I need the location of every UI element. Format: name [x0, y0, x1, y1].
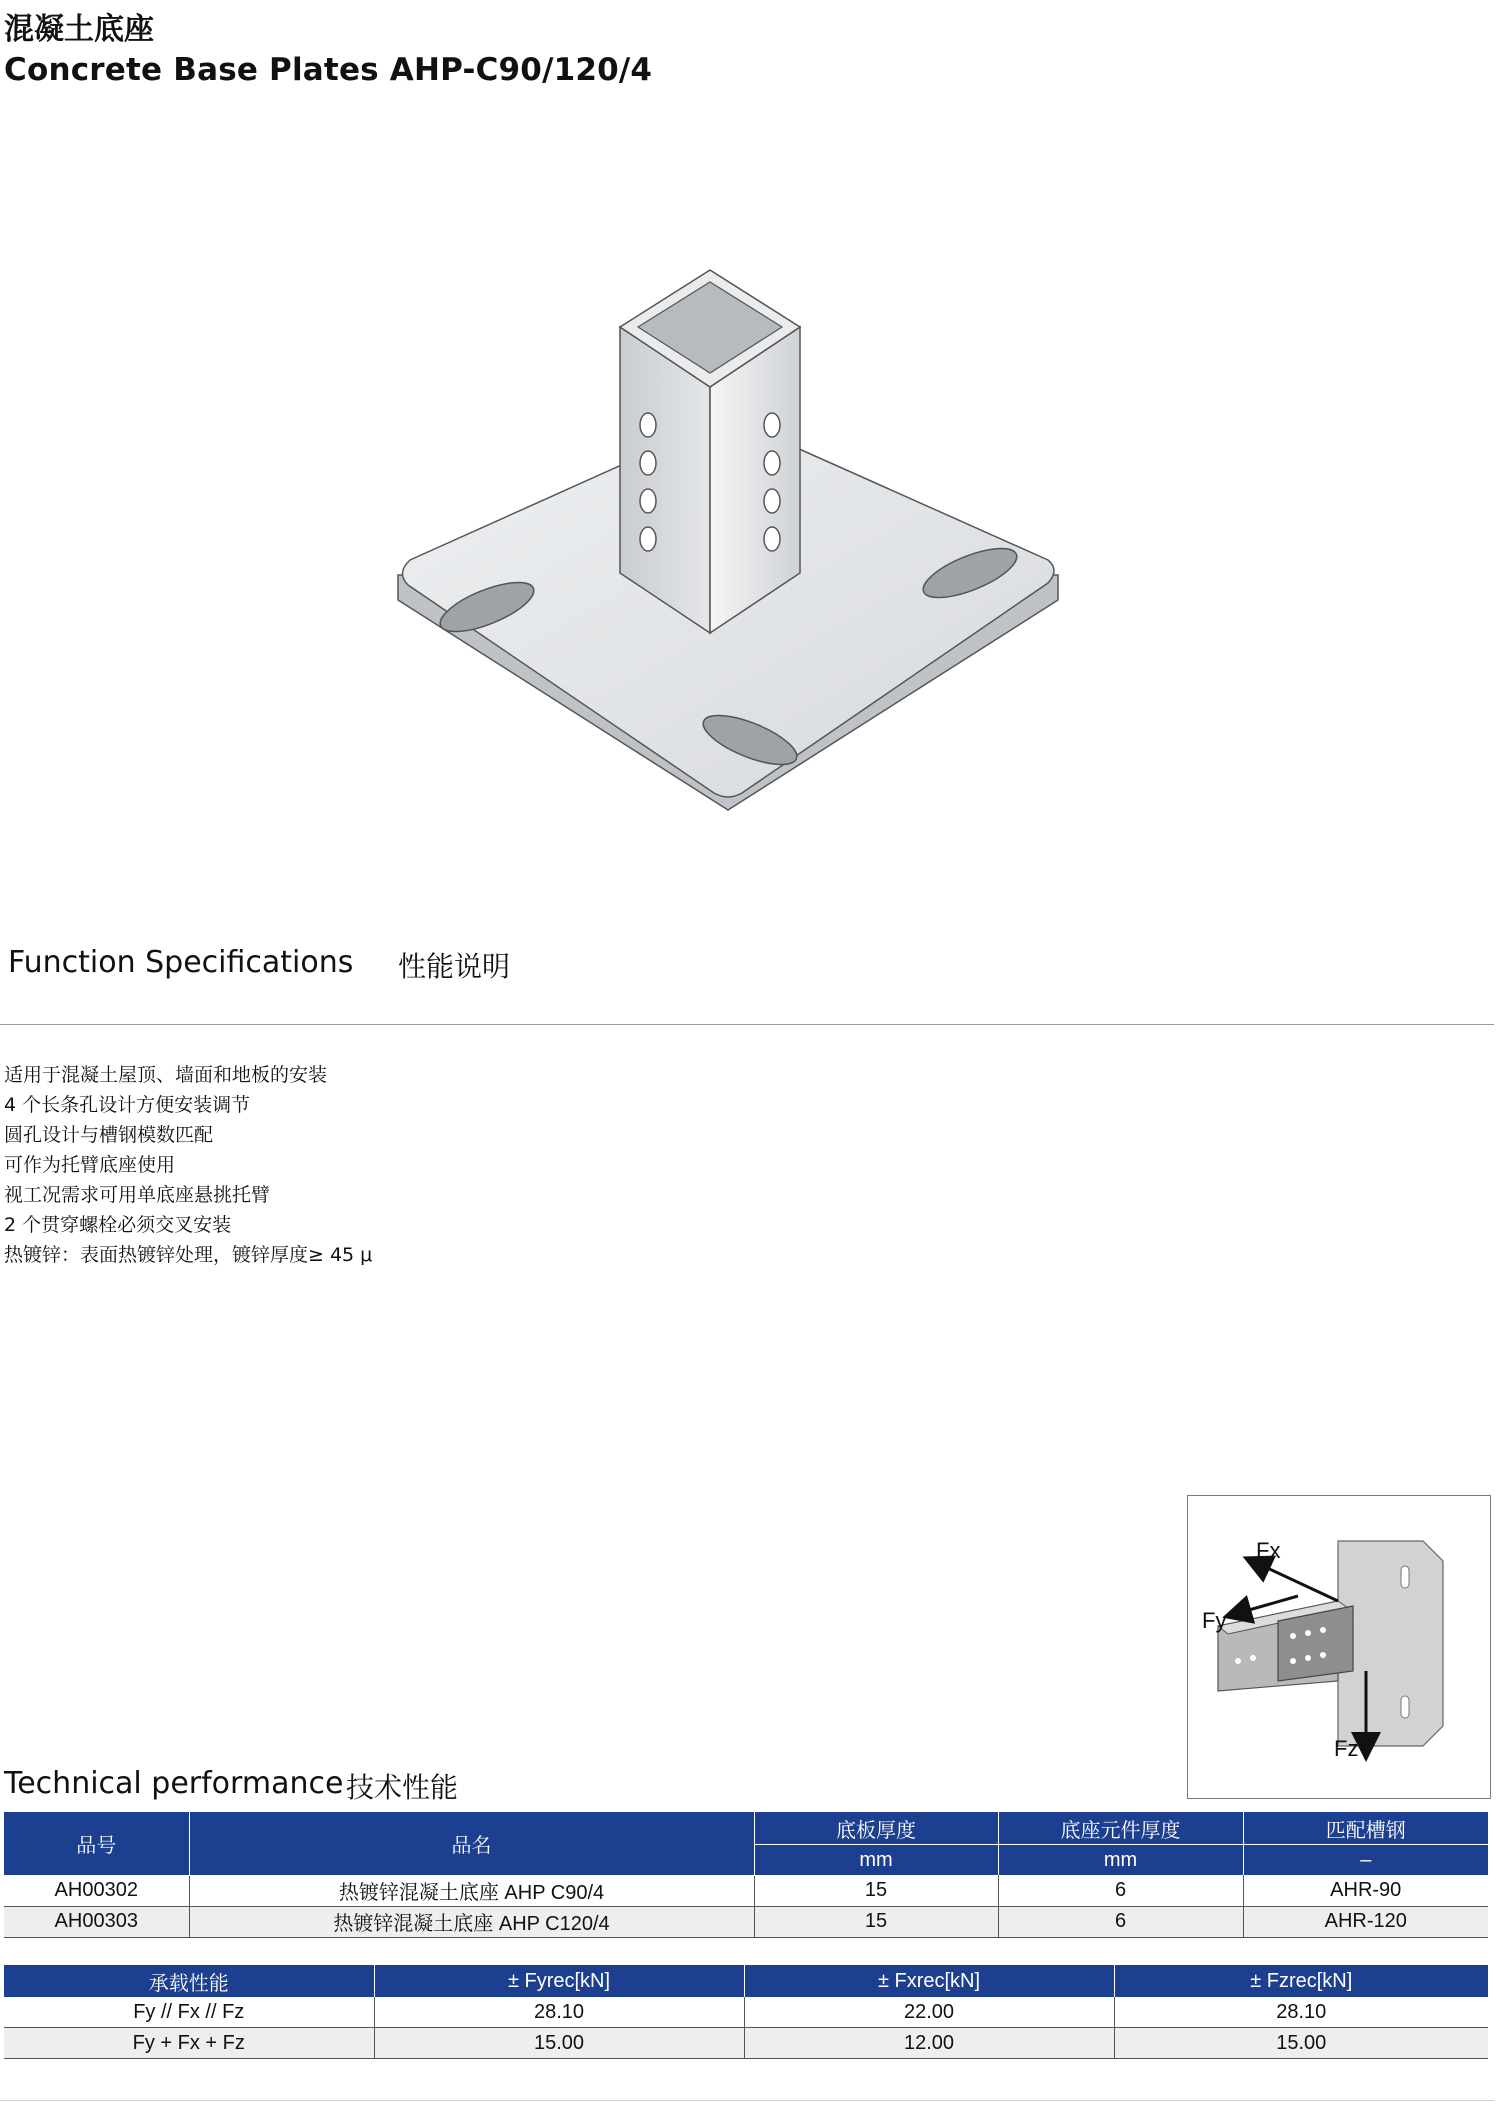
table-row [4, 1875, 1488, 1906]
table-row [4, 1997, 1488, 2028]
table-row [4, 2028, 1488, 2059]
feature-item: 4 个长条孔设计方便安装调节 [4, 1094, 251, 1116]
feature-item: 可作为托臂底座使用 [4, 1154, 176, 1176]
table-cell: 15 [754, 1875, 998, 1906]
section-divider [0, 1024, 1494, 1025]
table-cell: AHR-120 [1243, 1906, 1488, 1937]
table-cell: 15 [754, 1906, 998, 1937]
feature-item: 圆孔设计与槽钢模数匹配 [4, 1124, 214, 1146]
table-cell: Fy // Fx // Fz [4, 1997, 374, 2028]
column-header: 底板厚度 [754, 1813, 998, 1845]
table-cell: 6 [998, 1906, 1243, 1937]
bottom-divider [0, 2100, 1494, 2101]
table-cell: 热镀锌混凝土底座 AHP C90/4 [189, 1875, 754, 1906]
feature-item: 适用于混凝土屋顶、墙面和地板的安装 [4, 1064, 328, 1086]
column-header: 品号 [4, 1813, 189, 1876]
table-cell: AHR-90 [1243, 1875, 1488, 1906]
unit-header: mm [754, 1845, 998, 1876]
table-cell: AH00302 [4, 1875, 189, 1906]
table-cell: AH00303 [4, 1906, 189, 1937]
table-cell: 28.10 [374, 1997, 744, 2028]
table-cell: 12.00 [744, 2028, 1114, 2059]
page-title: Concrete Base Plates AHP-C90/120/4 [4, 52, 653, 88]
column-header: ± Fzrec[kN] [1114, 1966, 1488, 1998]
column-header: ± Fyrec[kN] [374, 1966, 744, 1998]
load-capacity-table [4, 1965, 1488, 2059]
table-cell: 22.00 [744, 1997, 1114, 2028]
table-cell: 15.00 [1114, 2028, 1488, 2059]
unit-header: – [1243, 1845, 1488, 1876]
technical-performance-heading-cn: 技术性能 [346, 1771, 459, 1804]
page-title-cn: 混凝土底座 [4, 12, 154, 47]
column-header: 承载性能 [4, 1966, 374, 1998]
table-cell: Fy + Fx + Fz [4, 2028, 374, 2059]
function-specifications-heading: Function Specifications [8, 945, 354, 980]
load-direction-figure [1187, 1495, 1491, 1799]
column-header: 底座元件厚度 [998, 1813, 1243, 1845]
table-cell: 28.10 [1114, 1997, 1488, 2028]
table-cell: 15.00 [374, 2028, 744, 2059]
feature-item: 热镀锌：表面热镀锌处理，镀锌厚度≥ 45 μ [4, 1244, 373, 1266]
column-header: 品名 [189, 1813, 754, 1876]
table-cell: 热镀锌混凝土底座 AHP C120/4 [189, 1906, 754, 1937]
feature-list [4, 1060, 372, 1270]
table-row [4, 1906, 1488, 1937]
technical-performance-heading: Technical performance [4, 1766, 344, 1801]
column-header: ± Fxrec[kN] [744, 1966, 1114, 1998]
feature-item: 视工况需求可用单底座悬挑托臂 [4, 1184, 271, 1206]
column-header: 匹配槽钢 [1243, 1813, 1488, 1845]
fx-label: Fx [1256, 1538, 1281, 1563]
product-table [4, 1812, 1488, 1938]
table-cell: 6 [998, 1875, 1243, 1906]
unit-header: mm [998, 1845, 1243, 1876]
base-plate-illustration [380, 255, 1080, 825]
function-specifications-heading-cn: 性能说明 [398, 950, 511, 983]
feature-item: 2 个贯穿螺栓必须交叉安装 [4, 1214, 232, 1236]
fy-label: Fy [1202, 1608, 1227, 1633]
fz-label: Fz [1334, 1736, 1359, 1761]
